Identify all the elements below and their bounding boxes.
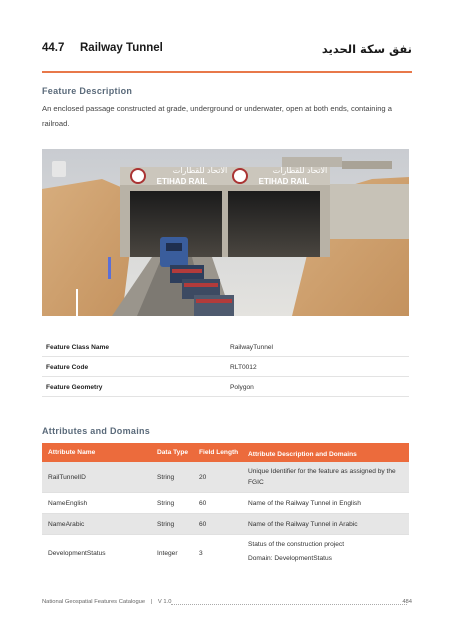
attributes-heading: Attributes and Domains	[42, 426, 151, 436]
column-header-attribute-name: Attribute Name	[48, 449, 96, 456]
footer-dotted-leader	[171, 604, 407, 605]
column-header-field-length: Field Length	[199, 449, 239, 456]
feature-code-value: RLT0012	[230, 364, 257, 371]
feature-geometry-label: Feature Geometry	[46, 384, 103, 391]
attribute-type: String	[157, 474, 175, 481]
footer-catalogue-name: National Geospatial Features Catalogue	[42, 599, 146, 605]
sign-arabic-left: الاتحاد للقطارات	[172, 166, 228, 175]
attribute-name: RailTunnelID	[48, 474, 86, 481]
attribute-length: 60	[199, 500, 207, 507]
feature-info-table	[42, 337, 409, 397]
table-row	[42, 377, 409, 397]
attribute-name: NameArabic	[48, 521, 85, 528]
attribute-description: Status of the construction project	[248, 541, 345, 548]
table-row	[42, 535, 409, 571]
feature-class-name-value: RailwayTunnel	[230, 344, 274, 351]
feature-description-text: An enclosed passage constructed at grade, underground or underwater, open at both ends, containing a railroad.	[42, 104, 392, 128]
feature-description-heading: Feature Description	[42, 86, 133, 96]
attribute-length: 20	[199, 474, 207, 481]
attribute-name: DevelopmentStatus	[48, 550, 106, 557]
attribute-description: Unique Identifier for the feature as assigned by the FGIC	[248, 468, 396, 486]
column-header-description: Attribute Description and Domains	[248, 451, 357, 458]
attribute-type: String	[157, 500, 175, 507]
table-row	[42, 357, 409, 377]
footer-catalogue-info	[42, 599, 171, 605]
footer-version: V 1.0	[157, 599, 172, 605]
section-number: 44.7	[42, 42, 65, 54]
footer-separator: |	[150, 599, 153, 605]
sign-english-right: ETIHAD RAIL	[258, 177, 310, 186]
attributes-table	[42, 443, 409, 571]
table-row	[42, 462, 409, 493]
table-row	[42, 514, 409, 535]
section-header	[42, 42, 412, 62]
section-title: Railway Tunnel	[80, 42, 163, 54]
feature-geometry-value: Polygon	[230, 384, 254, 391]
attribute-type: String	[157, 521, 175, 528]
feature-code-label: Feature Code	[46, 364, 89, 371]
attribute-type: Integer	[157, 550, 178, 557]
attribute-length: 3	[199, 550, 203, 557]
page-footer	[42, 599, 412, 611]
railway-tunnel-photo	[42, 149, 409, 316]
attribute-domain: Domain: DevelopmentStatus	[248, 555, 332, 562]
attributes-table-header	[42, 443, 409, 462]
section-title-arabic: نفق سكة الحديد	[321, 42, 412, 56]
page-number: 484	[402, 599, 412, 605]
table-row	[42, 337, 409, 357]
attribute-name: NameEnglish	[48, 500, 88, 507]
feature-class-name-label: Feature Class Name	[46, 344, 110, 351]
table-row	[42, 493, 409, 514]
attribute-description: Name of the Railway Tunnel in English	[248, 500, 361, 507]
sign-arabic-right: الاتحاد للقطارات	[272, 166, 328, 175]
attribute-length: 60	[199, 521, 207, 528]
attribute-description: Name of the Railway Tunnel in Arabic	[248, 521, 358, 528]
column-header-data-type: Data Type	[157, 449, 189, 456]
header-divider	[42, 71, 412, 73]
sign-english-left: ETIHAD RAIL	[156, 177, 208, 186]
